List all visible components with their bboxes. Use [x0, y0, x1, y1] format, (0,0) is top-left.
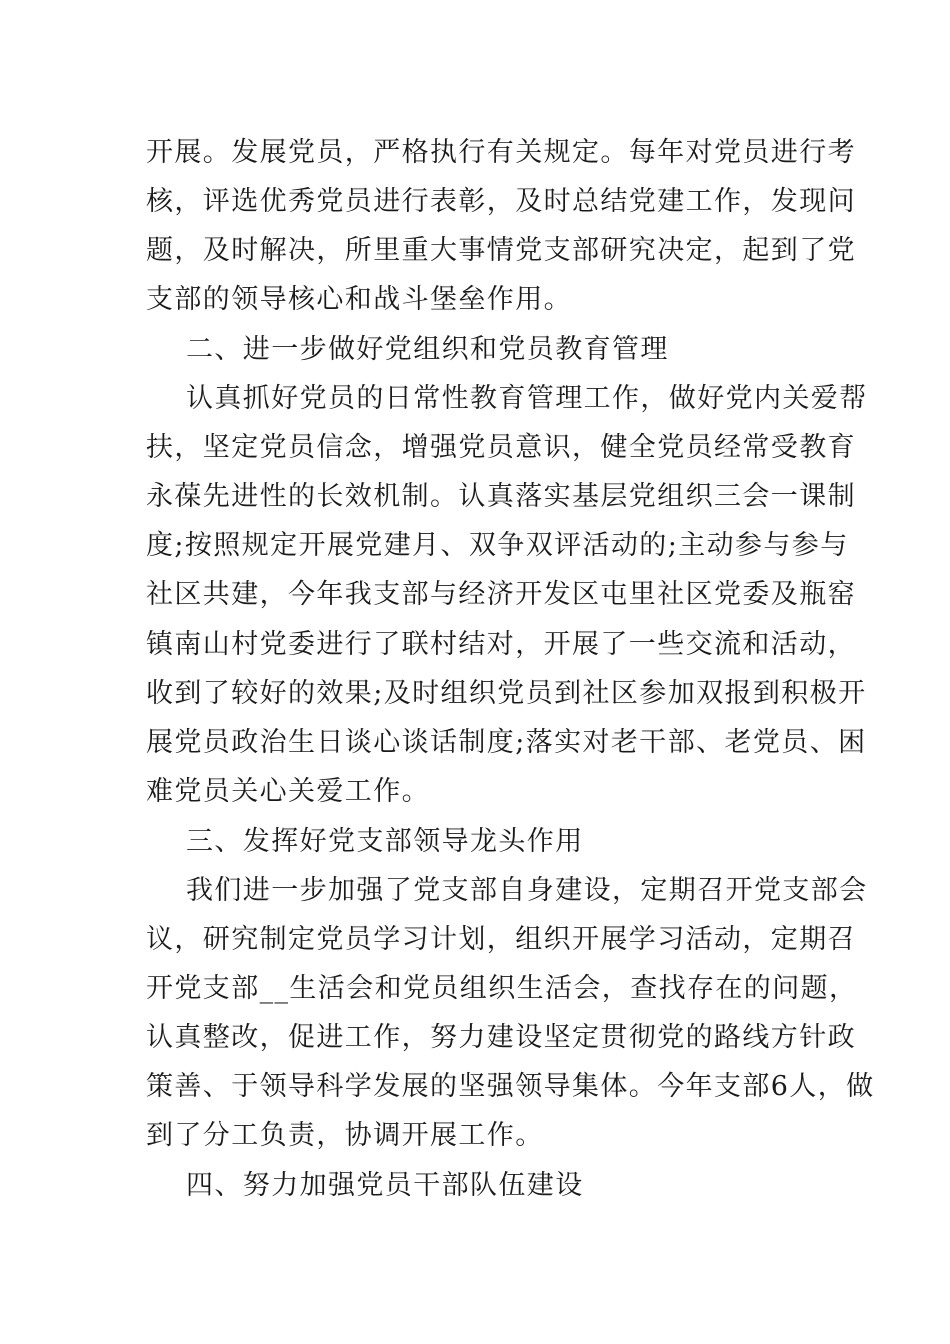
section-heading: 二、进一步做好党组织和党员教育管理	[186, 334, 669, 365]
text-line: 到了分工负责，协调开展工作。	[146, 1120, 544, 1151]
text-line: 认真整改，促进工作，努力建设坚定贯彻党的路线方针政	[146, 1022, 856, 1053]
text-line: 度;按照规定开展党建月、双争双评活动的;主动参与参与	[146, 530, 849, 561]
text-line: 扶，坚定党员信念，增强党员意识，健全党员经常受教育	[146, 432, 856, 463]
text-line: 核，评选优秀党员进行表彰，及时总结党建工作，发现问	[146, 186, 856, 217]
text-line: 社区共建，今年我支部与经济开发区屯里社区党委及瓶窑	[146, 579, 856, 610]
text-line: 认真抓好党员的日常性教育管理工作，做好党内关爱帮	[186, 383, 868, 414]
text-line: 展党员政治生日谈心谈话制度;落实对老干部、老党员、困	[146, 727, 867, 758]
text-line: 收到了较好的效果;及时组织党员到社区参加双报到积极开	[146, 678, 867, 709]
text-line: 镇南山村党委进行了联村结对，开展了一些交流和活动，	[146, 629, 856, 660]
section-heading: 四、努力加强党员干部队伍建设	[186, 1170, 584, 1201]
text-line: 议，研究制定党员学习计划，组织开展学习活动，定期召	[146, 924, 856, 955]
text-line: 我们进一步加强了党支部自身建设，定期召开党支部会	[186, 875, 868, 906]
text-line: 难党员关心关爱工作。	[146, 776, 430, 807]
section-heading: 三、发挥好党支部领导龙头作用	[186, 826, 584, 857]
text-line: 题，及时解决，所里重大事情党支部研究决定，起到了党	[146, 235, 856, 266]
text-line: 开党支部__生活会和党员组织生活会，查找存在的问题，	[146, 973, 858, 1004]
text-line: 支部的领导核心和战斗堡垒作用。	[146, 284, 572, 315]
text-line: 开展。发展党员，严格执行有关规定。每年对党员进行考	[146, 137, 856, 168]
text-line: 永葆先进性的长效机制。认真落实基层党组织三会一课制	[146, 481, 856, 512]
text-line: 策善、于领导科学发展的坚强领导集体。今年支部6人，做	[146, 1071, 875, 1102]
